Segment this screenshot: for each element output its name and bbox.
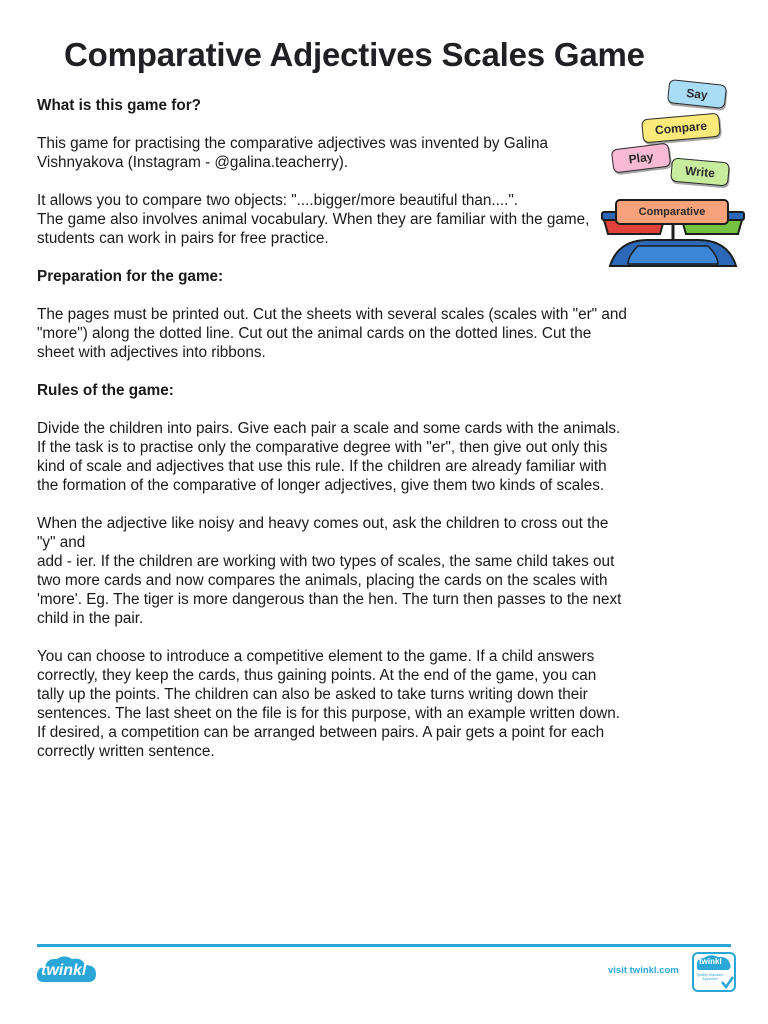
main-content (37, 96, 627, 780)
page-title: Comparative Adjectives Scales Game (64, 36, 645, 73)
scale-label: Comparative (638, 206, 706, 218)
write-badge: Write (670, 158, 730, 187)
paragraph-compare: It allows you to compare two objects: "....bigger/more beautiful than....". The game also involves animal vocabulary. When they are familiar with the game, students can work in pairs for free practice. (37, 192, 590, 247)
footer-divider (37, 944, 731, 947)
paragraph-preparation: The pages must be printed out. Cut the sheets with several scales (scales with "er" and "more") along the dotted line. Cut out the animal cards on the dotted lines. Cut the sheet with adjectives into ribbons. (37, 306, 627, 361)
play-badge: Play (611, 143, 671, 174)
badge-text: Quality Standard Approved (696, 973, 724, 982)
heading-purpose: What is this game for? (37, 97, 202, 114)
twinkl-logo-text: twinkl (41, 962, 87, 979)
heading-preparation: Preparation for the game: (37, 268, 224, 285)
paragraph-competition: You can choose to introduce a competitive element to the game. If a child answers correctly, they keep the cards, thus gaining points. At the end of the game, you can tally up the points. The children can also be asked to take turns writing down their sentences. The last sheet on the file is for this purpose, with an example written down. If desired, a competition can be arranged between pairs. A pair gets a point for each correctly written sentence. (37, 648, 621, 760)
paragraph-adjectives: When the adjective like noisy and heavy comes out, ask the children to cross out the "y" and add - ier. If the children are working with two types of scales, the same child takes out two more cards and now compares the animals, placing the cards on the scales with 'more'. Eg. The tiger is more dangerous than the hen. The turn then passes to the next child in the pair. (37, 515, 622, 627)
badge-brand: twinkl (699, 957, 722, 966)
visit-link[interactable]: visit twinkl.com (608, 965, 679, 976)
paragraph-rules: Divide the children into pairs. Give each pair a scale and some cards with the animals. If the task is to practise only the comparative degree with "er", then give out only this kind of scale and adjectives that use this rule. If the children are already familiar with the formation of the comparative of longer adjectives, give them two kinds of scales. (37, 420, 621, 494)
compare-badge: Compare (641, 113, 721, 144)
paragraph-intro: This game for practising the comparative adjectives was invented by Galina Vishnyakova (Instagram - @galina.teacherry). (37, 135, 548, 171)
scale-illustration (598, 80, 748, 270)
say-badge: Say (667, 79, 727, 109)
heading-rules: Rules of the game: (37, 382, 174, 399)
